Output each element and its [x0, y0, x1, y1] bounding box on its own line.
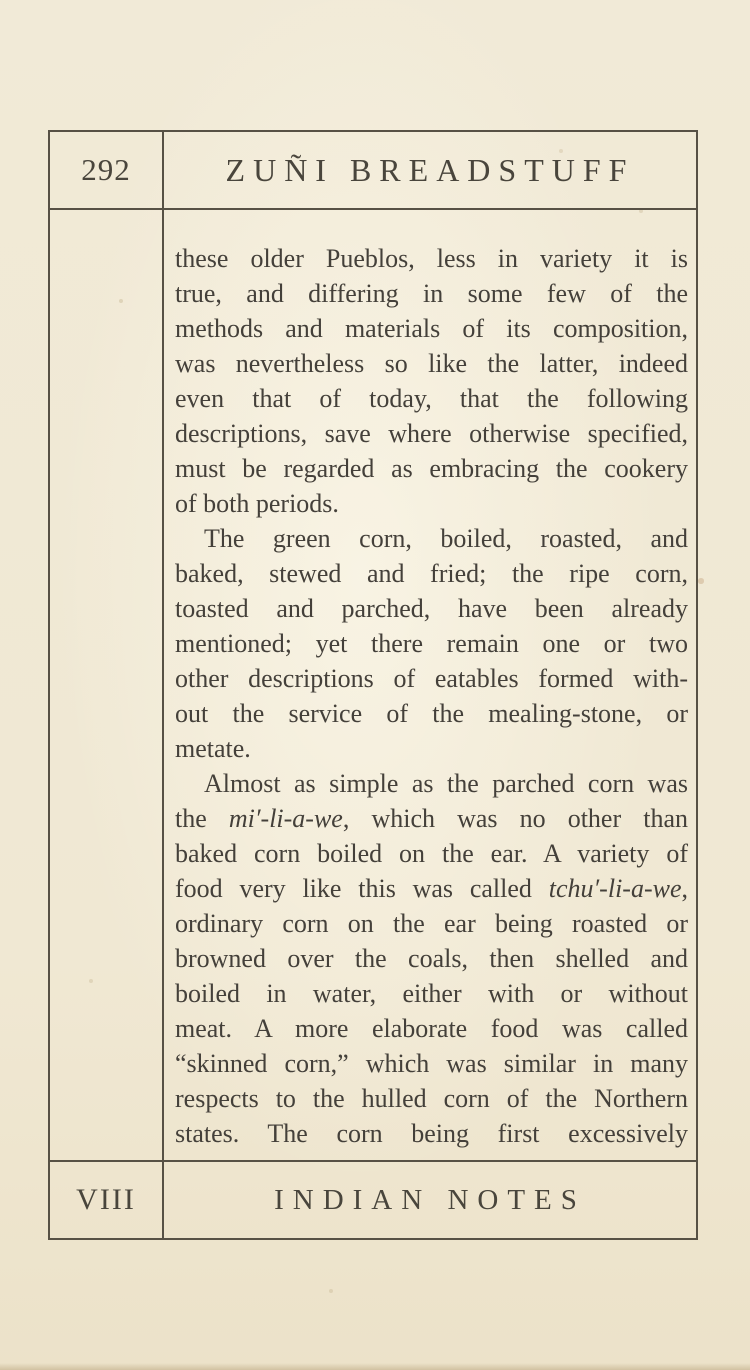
- text-segment: out the service of the mealing-stone, or: [175, 699, 688, 728]
- body-text-line: [175, 1046, 688, 1081]
- body-text-line: [175, 1011, 688, 1046]
- paper-specks: [0, 0, 2, 2]
- text-segment: states. The corn being first excessively: [175, 1119, 688, 1148]
- text-segment: even that of today, that the following: [175, 384, 688, 413]
- text-segment: respects to the hulled corn of the Northern: [175, 1084, 688, 1113]
- text-segment: these older Pueblos, less in variety it is: [175, 244, 688, 273]
- text-segment: The green corn, boiled, roasted, and: [204, 524, 688, 553]
- body-text-column: [164, 210, 696, 1160]
- zuni-term-italic: mi′-li-a-we: [228, 804, 343, 833]
- body-text-line: [175, 521, 688, 556]
- text-segment: descriptions, save where otherwise specified,: [175, 419, 688, 448]
- footer-imprint-cell: [164, 1160, 696, 1238]
- text-segment: baked corn boiled on the ear. A variety of: [175, 839, 688, 868]
- text-segment: toasted and parched, have been already: [175, 594, 688, 623]
- body-text-line: [175, 661, 688, 696]
- body-text-line: [175, 941, 688, 976]
- text-segment: browned over the coals, then shelled and: [175, 944, 688, 973]
- body-text-line: [175, 276, 688, 311]
- body-text-line: [175, 591, 688, 626]
- text-segment: meat. A more elaborate food was called: [175, 1014, 688, 1043]
- text-segment: food very like this was called: [175, 874, 549, 903]
- text-segment: other descriptions of eatables formed with-: [175, 664, 688, 693]
- body-text-line: [175, 626, 688, 661]
- text-segment: true, and differing in some few of the: [175, 279, 688, 308]
- body-text-line: [175, 556, 688, 591]
- imprint-title: INDIAN NOTES: [274, 1183, 586, 1216]
- body-text-line: [175, 416, 688, 451]
- text-segment: “skinned corn,” which was similar in many: [175, 1049, 688, 1078]
- body-text-line: [175, 346, 688, 381]
- volume-numeral: VIII: [76, 1183, 136, 1216]
- body-text-line: [175, 801, 688, 836]
- zuni-term-italic: tchu′-li-a-we: [548, 874, 682, 903]
- text-segment: baked, stewed and fried; the ripe corn,: [175, 559, 688, 588]
- scan-bottom-edge: [0, 1363, 750, 1370]
- footer-volume-cell: [50, 1160, 164, 1238]
- text-segment: the: [175, 804, 229, 833]
- body-text-line: [175, 1116, 688, 1151]
- body-text-line: [175, 451, 688, 486]
- text-segment: ordinary corn on the ear being roasted or: [175, 909, 688, 938]
- text-segment: Almost as simple as the parched corn was: [204, 769, 688, 798]
- text-segment: , which was no other than: [342, 804, 688, 833]
- text-segment: must be regarded as embracing the cookery: [175, 454, 688, 483]
- left-margin-column: [50, 210, 164, 1160]
- body-text-line: [175, 906, 688, 941]
- body-text-line: [175, 871, 688, 906]
- body-text-line: [175, 766, 688, 801]
- text-segment: mentioned; yet there remain one or two: [175, 629, 688, 658]
- page-number: 292: [81, 152, 131, 187]
- running-head-title: ZUÑI BREADSTUFF: [225, 151, 635, 188]
- page-border-frame: [48, 130, 698, 1240]
- text-segment: of both periods.: [175, 489, 339, 518]
- body-text-line: [175, 696, 688, 731]
- body-text-line: [175, 1081, 688, 1116]
- header-title-cell: [164, 132, 696, 210]
- text-segment: metate.: [175, 734, 251, 763]
- text-segment: boiled in water, either with or without: [175, 979, 688, 1008]
- body-text-line: [175, 486, 688, 521]
- body-text-line: [175, 381, 688, 416]
- body-text-line: [175, 836, 688, 871]
- text-segment: methods and materials of its composition,: [175, 314, 688, 343]
- text-segment: was nevertheless so like the latter, indeed: [175, 349, 688, 378]
- body-text-line: [175, 731, 688, 766]
- body-text-line: [175, 311, 688, 346]
- header-folio-cell: [50, 132, 164, 210]
- text-segment: ,: [681, 874, 688, 903]
- body-text-line: [175, 241, 688, 276]
- body-text-line: [175, 976, 688, 1011]
